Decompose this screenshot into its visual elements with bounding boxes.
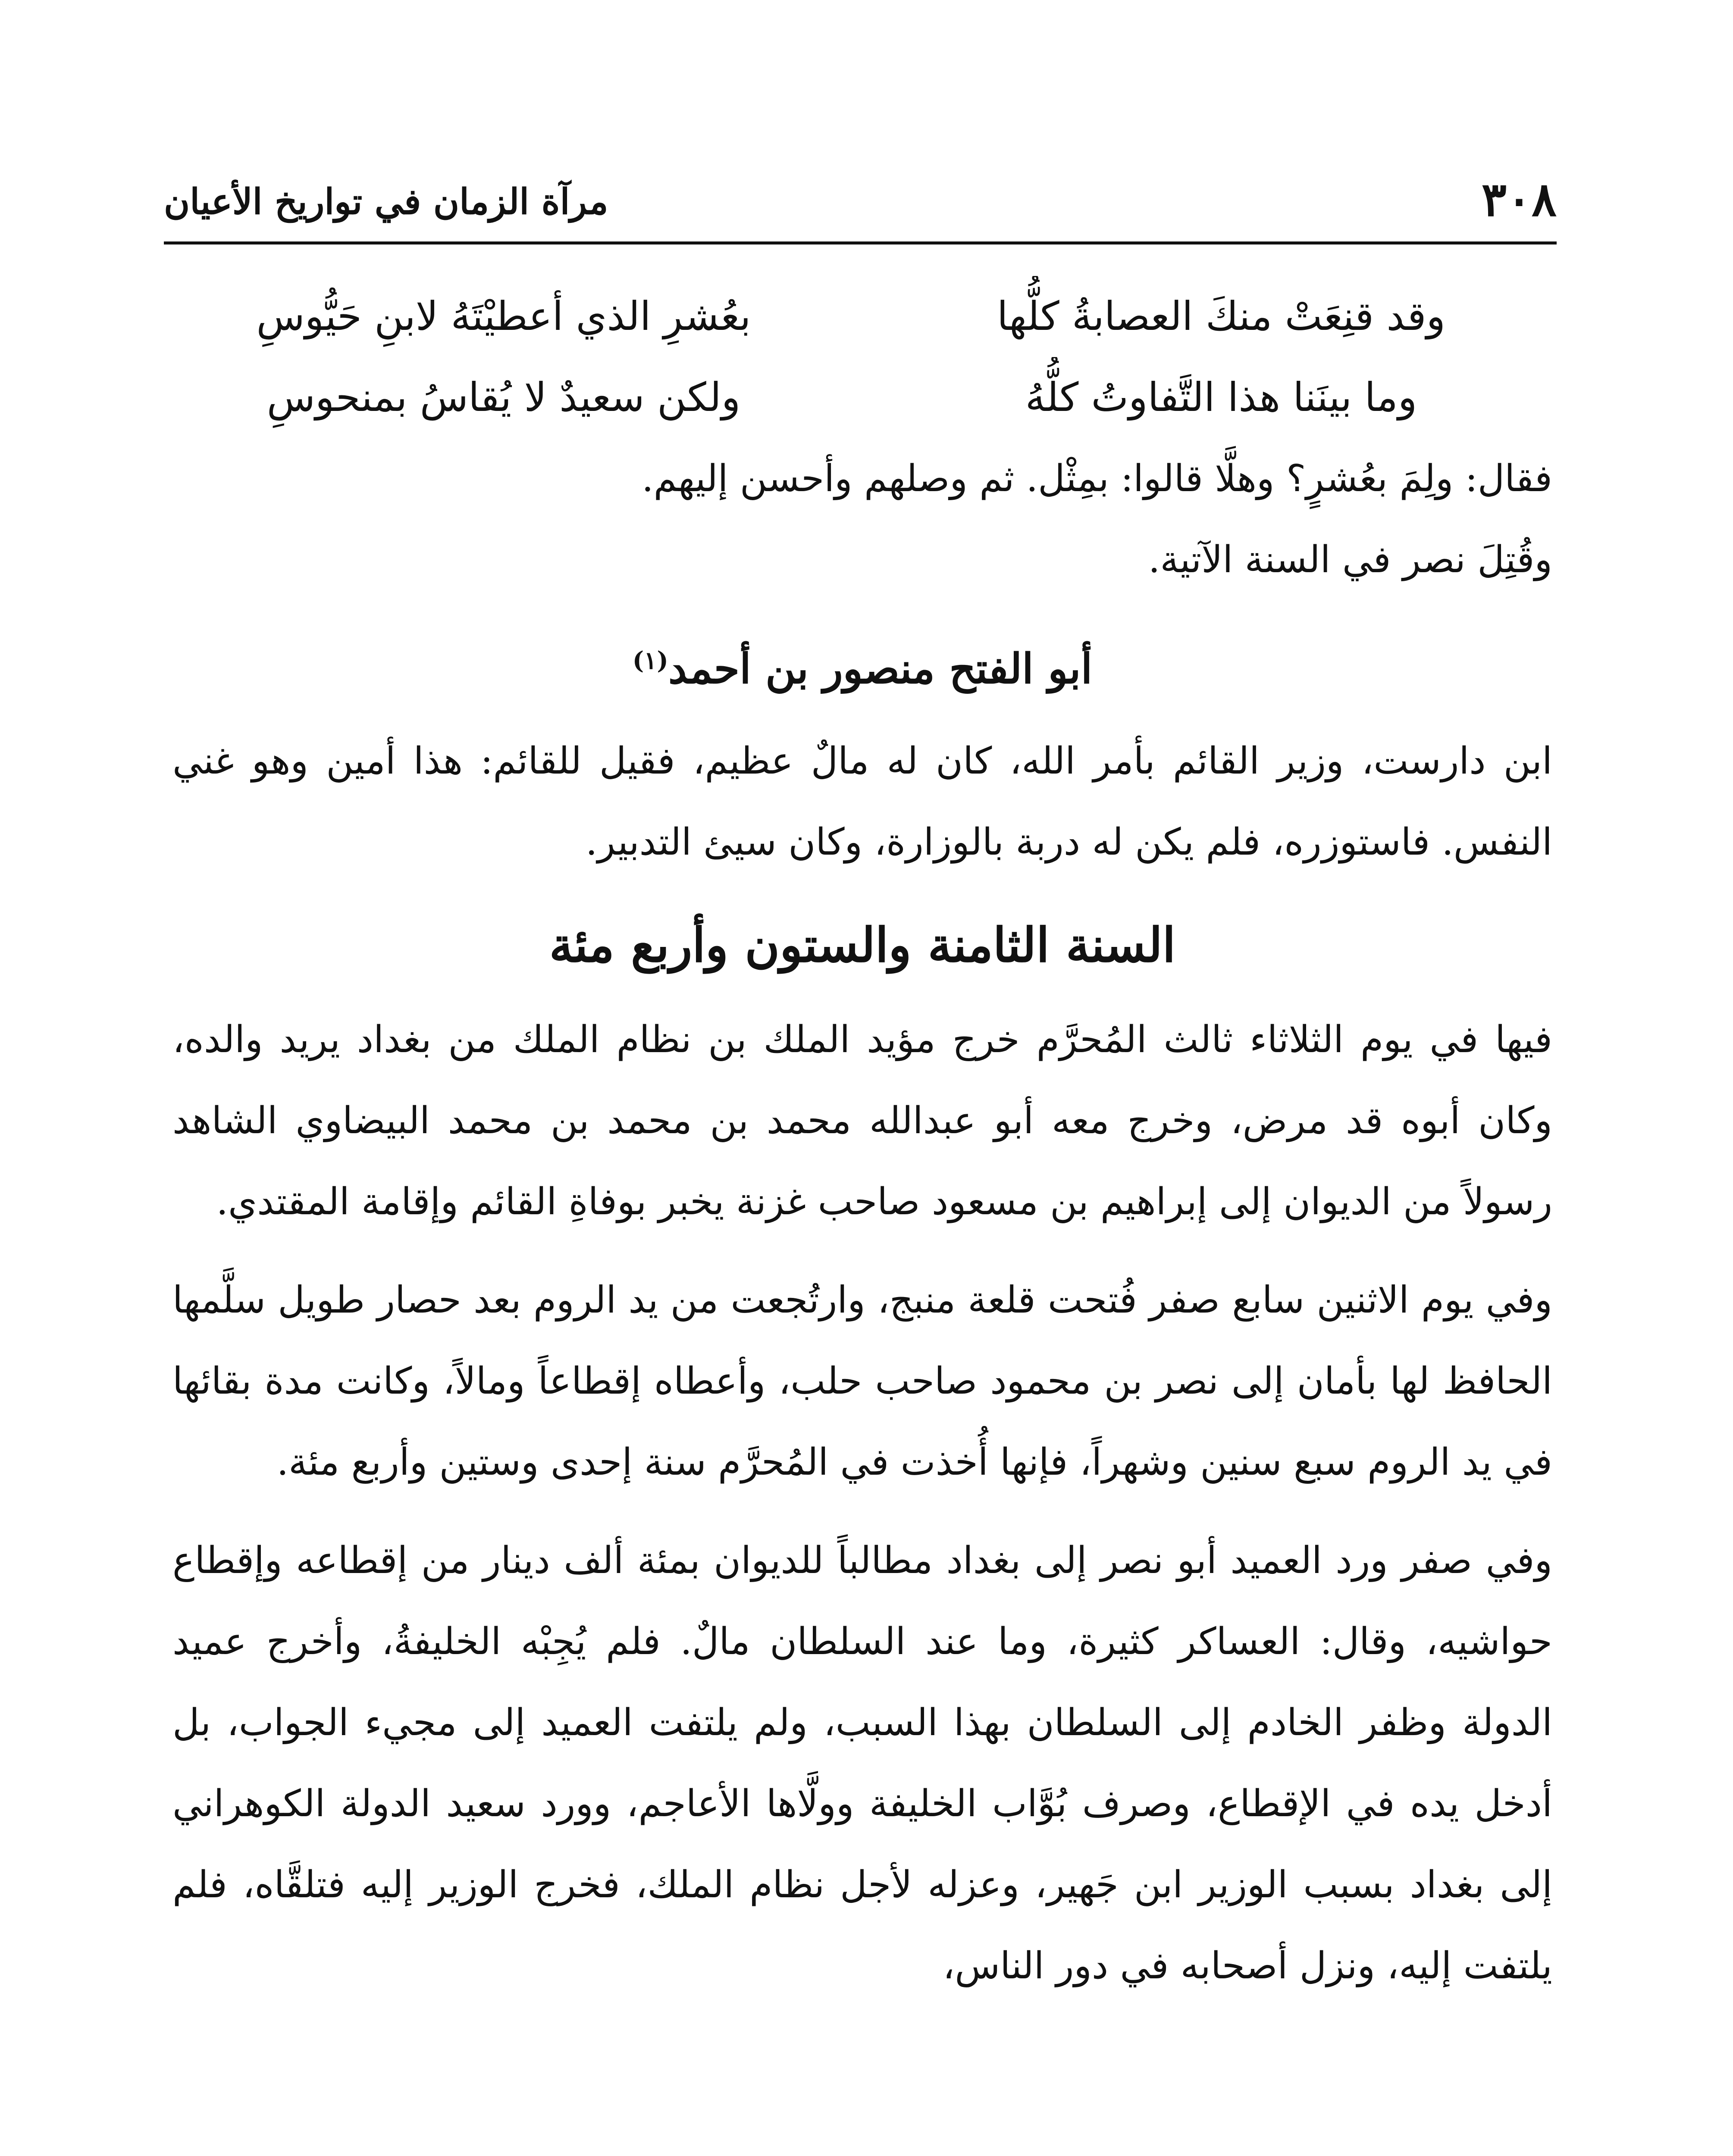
page-number: ٣٠٨ bbox=[1481, 172, 1557, 227]
verse-line bbox=[172, 276, 1552, 357]
verse-line bbox=[172, 357, 1552, 438]
book-title: مرآة الزمان في تواريخ الأعيان bbox=[164, 181, 608, 222]
biography-heading bbox=[172, 626, 1552, 703]
paragraph: فيها في يوم الثلاثاء ثالث المُحرَّم خرج مؤيد الملك بن نظام الملك من بغداد يريد والده، وكان أبوه قد مرض، وخرج معه أبو عبدالله محمد بن محمد بن محمد البيضاوي الشاهد رسولاً من الديوان إلى إبراهيم بن مسعود صاحب غزنة يخبر بوفاةِ القائم وإقامة المقتدي. bbox=[172, 1018, 1552, 1223]
year-heading: السنة الثامنة والستون وأربع مئة bbox=[549, 917, 1176, 973]
footnote-reference: (١) bbox=[632, 646, 668, 675]
paragraph: وقُتِلَ نصر في السنة الآتية. bbox=[1148, 538, 1552, 581]
verse-first-hemistich: وما بينَنا هذا التَّفاوتُ كلُّهُ bbox=[1025, 374, 1417, 420]
paragraph: فقال: ولِمَ بعُشرٍ؟ وهلَّا قالوا: بمِثْل. ثم وصلهم وأحسن إليهم. bbox=[642, 457, 1552, 500]
biography-heading-title: أبو الفتح منصور بن أحمد bbox=[668, 644, 1093, 693]
paragraph: ابن دارست، وزير القائم بأمر الله، كان له مالٌ عظيم، فقيل للقائم: هذا أمين وهو غني النفس. فاستوزره، فلم يكن له دربة بالوزارة، وكان سيئ التدبير. bbox=[172, 740, 1552, 864]
verse-second-hemistich: بعُشرِ الذي أعطيْتَهُ لابنِ حَيُّوسِ bbox=[256, 293, 751, 339]
paragraph: وفي صفر ورد العميد أبو نصر إلى بغداد مطالباً للديوان بمئة ألف دينار من إقطاعه وإقطاع حواشيه، وقال: العساكر كثيرة، وما عند السلطان مالٌ. فلم يُجِبْه الخليفةُ، وأخرج عميد الدولة وظفر الخادم إلى السلطان بهذا السبب، ولم يلتفت العميد إلى مجيء الجواب، بل أدخل يده في الإقطاع، وصرف بُوَّاب الخليفة وولَّاها الأعاجم، وورد سعيد الدولة الكوهراني إلى بغداد بسبب الوزير ابن جَهير، وعزله لأجل نظام الملك، فخرج الوزير إليه فتلقَّاه، فلم يلتفت إليه، ونزل أصحابه في دور الناس، bbox=[172, 1539, 1552, 1987]
page-body bbox=[172, 276, 1552, 2006]
paragraph: وفي يوم الاثنين سابع صفر فُتحت قلعة منبج، وارتُجعت من يد الروم بعد حصار طويل سلَّمها الحافظ لها بأمان إلى نصر بن محمود صاحب حلب، وأعطاه إقطاعاً ومالاً، وكانت مدة بقائها في يد الروم سبع سنين وشهراً، فإنها أُخذت في المُحرَّم سنة إحدى وستين وأربع مئة. bbox=[172, 1279, 1552, 1484]
running-header bbox=[164, 164, 1557, 244]
verse-first-hemistich: وقد قنِعَتْ منكَ العصابةُ كلُّها bbox=[997, 293, 1446, 339]
verse-second-hemistich: ولكن سعيدٌ لا يُقاسُ بمنحوسِ bbox=[266, 374, 741, 420]
